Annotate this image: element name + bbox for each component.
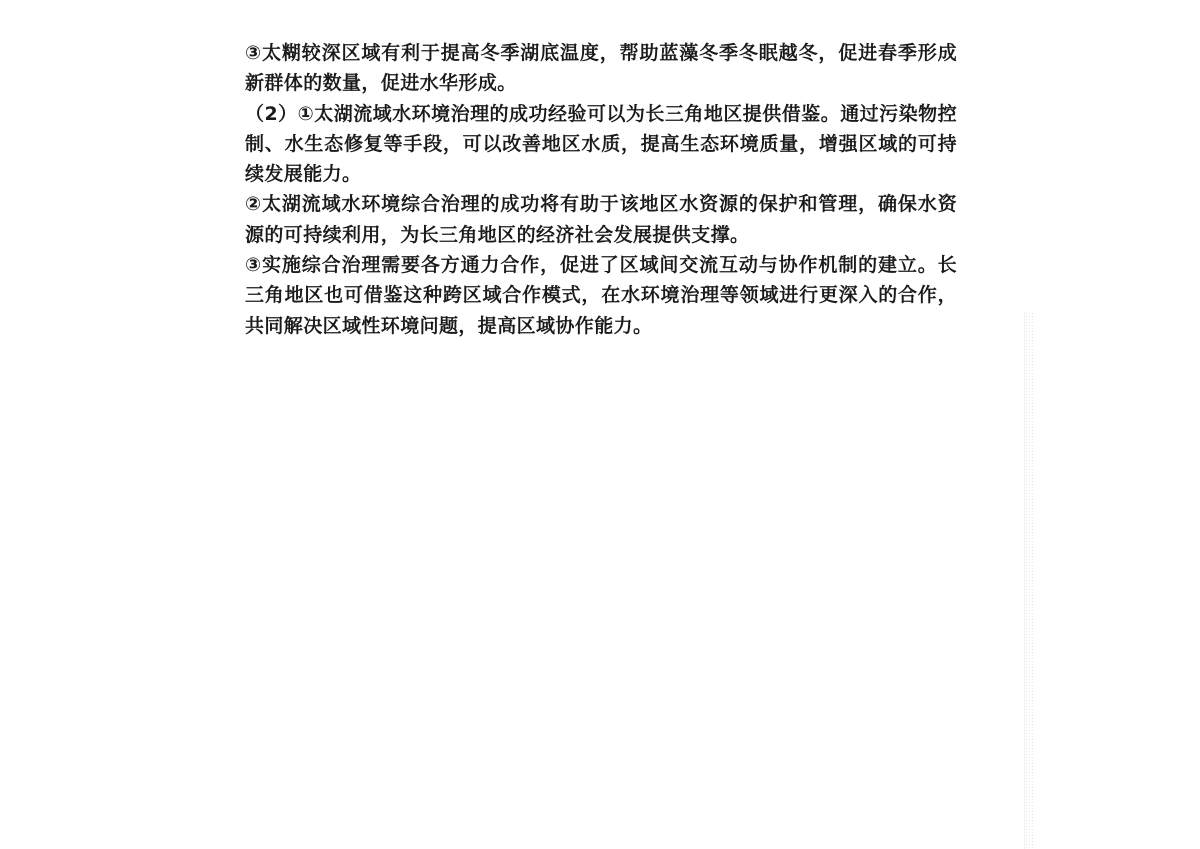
paragraph-4: ③实施综合治理需要各方通力合作，促进了区域间交流互动与协作机制的建立。长三角地区也可借鉴这种跨区域合作模式，在水环境治理等领域进行更深入的合作，共同解决区域性环境问题，提高区域协作能力。: [245, 254, 957, 337]
paragraph-1: ③太糊较深区域有利于提高冬季湖底温度，帮助蓝藻冬季冬眠越冬，促进春季形成新群体的数量，促进水华形成。: [245, 42, 957, 95]
paragraph-2: （2）①太湖流域水环境治理的成功经验可以为长三角地区提供借鉴。通过污染物控制、水生态修复等手段，可以改善地区水质，提高生态环境质量，增强区域的可持续发展能力。: [245, 102, 957, 186]
scrollbar-track[interactable]: [1024, 312, 1034, 849]
paragraph-3: ②太湖流域水环境综合治理的成功将有助于该地区水资源的保护和管理，确保水资源的可持续利用，为长三角地区的经济社会发展提供支撑。: [245, 193, 957, 246]
answer-text: [245, 38, 957, 341]
